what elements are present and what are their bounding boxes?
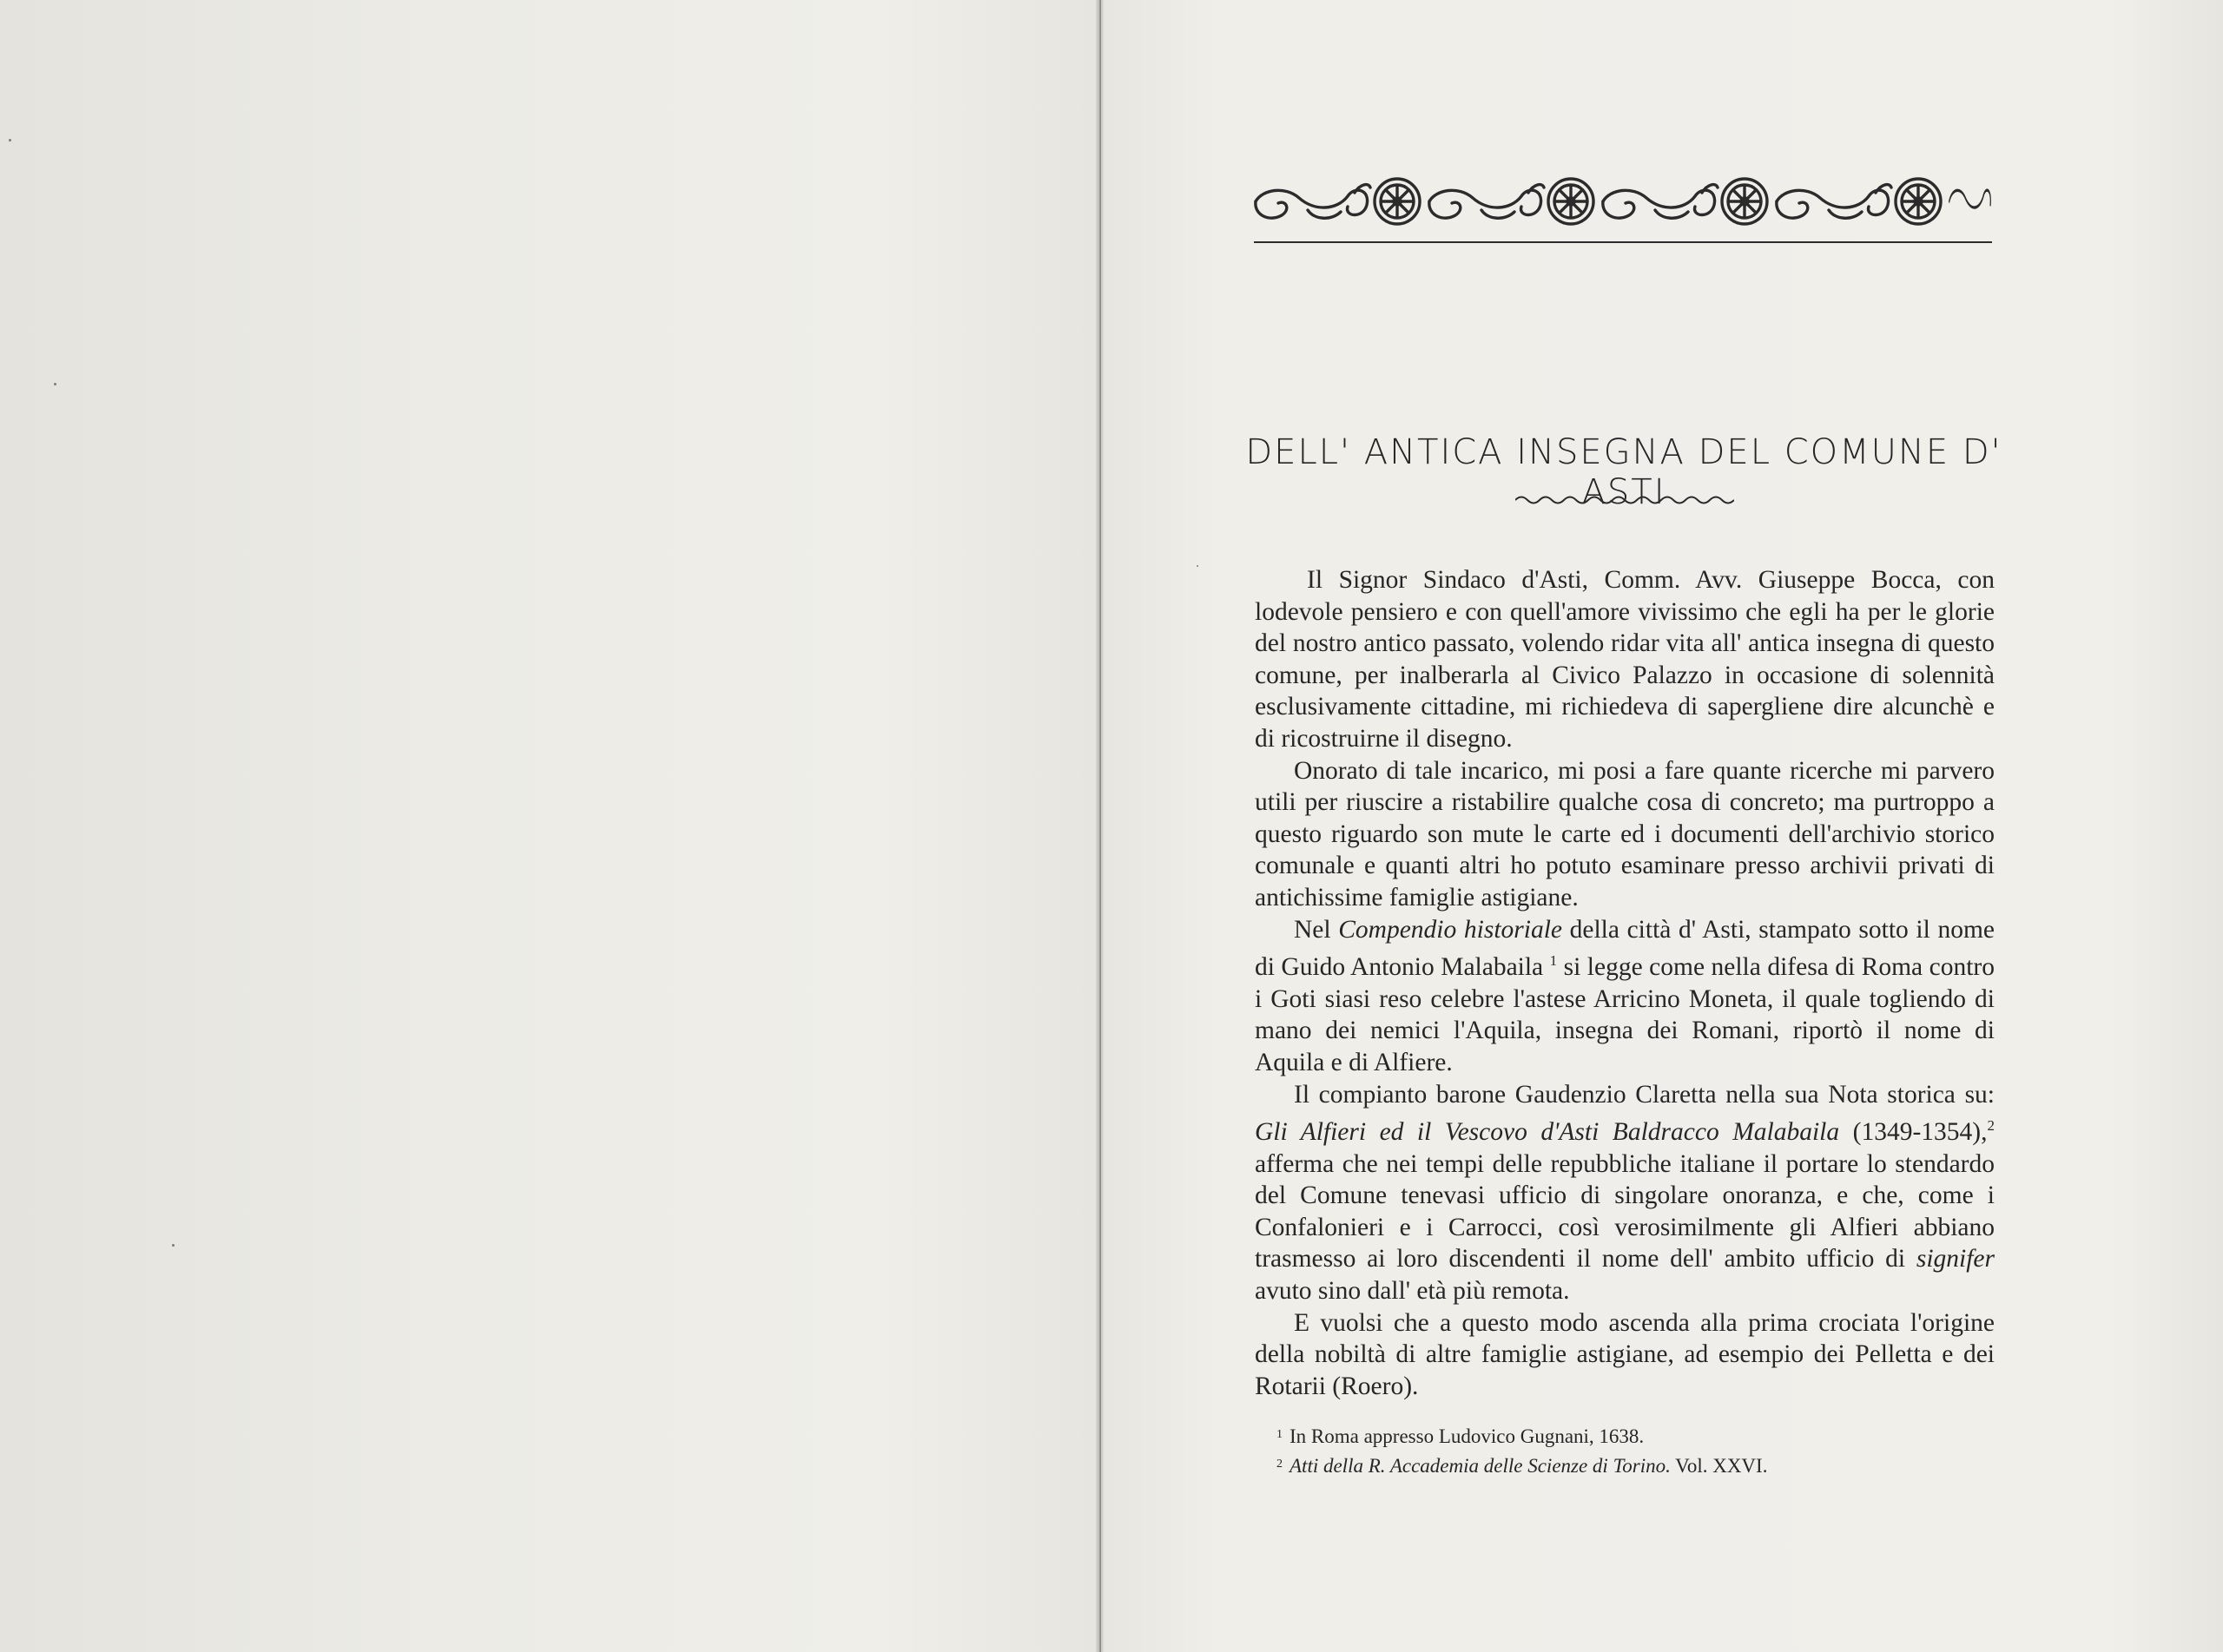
text-run: si legge come nella difesa di Roma contro i Goti siasi reso celebre l'astese Arricino Moneta, il quale togliendo di mano dei nemici l'Aquila, insegna dei Romani, riportò il nome di Aquila e di Alfiere. [1255, 953, 1995, 1076]
paragraph [1255, 1079, 1995, 1307]
paragraph [1255, 564, 1995, 755]
scroll-ornament-icon [1256, 185, 1370, 219]
italic-text: Atti della R. Accademia delle Scienze di Torino. [1290, 1455, 1671, 1477]
text-run: Onorato di tale incarico, mi posi a fare quante ricerche mi parvero utili per riuscire a ristabilire qualche cosa di concreto; ma purtroppo a questo riguardo son mute le carte ed i documenti dell'archivio storico comunale e quanti altri ho potuto esaminare presso archivii privati di antichissime famiglie astigiane. [1255, 756, 1995, 912]
paragraph [1255, 1307, 1995, 1403]
paragraph [1255, 914, 1995, 1079]
paragraph [1255, 755, 1995, 914]
header-rule [1254, 241, 1992, 243]
text-run: Il compianto barone Gaudenzio Claretta nella sua Nota storica su: [1294, 1080, 1995, 1109]
italic-text: Compendio historiale [1338, 915, 1562, 944]
paper-speck [1197, 565, 1198, 567]
text-run: Nel [1294, 915, 1339, 944]
rosette-ornament-icon [1548, 179, 1593, 224]
text-run: E vuolsi che a questo modo ascenda alla prima crociata l'origine della nobiltà di altre famiglie astigiane, ad esempio dei Pelletta e dei Rotarii (Roero). [1255, 1308, 1995, 1400]
footnote [1276, 1451, 1989, 1480]
scroll-ornament-icon [1603, 185, 1718, 219]
footnote-ref: 2 [1987, 1117, 1995, 1135]
footnote-number: 1 [1276, 1428, 1283, 1441]
wavy-line-ornament-icon [1515, 491, 1734, 509]
text-run: In Roma appresso Ludovico Gugnani, 1638. [1290, 1425, 1645, 1447]
footnote-ref: 1 [1549, 952, 1558, 970]
text-run: avuto sino dall' età più remota. [1255, 1277, 1570, 1306]
header-ornament [1254, 172, 1992, 234]
italic-text: Gli Alfieri ed il Vescovo d'Asti Baldracco Malabaila [1255, 1118, 1840, 1147]
footnotes [1276, 1421, 1989, 1480]
footnote-number: 2 [1276, 1458, 1283, 1471]
text-run: Vol. XXVI. [1670, 1455, 1768, 1477]
paper-speck [172, 1244, 175, 1247]
page-title: DELL' ANTICA INSEGNA DEL COMUNE D' ASTI [1245, 432, 2002, 512]
text-run: della città d' Asti, stampato sotto il nome di Guido Antonio Malabaila [1255, 915, 1995, 982]
text-run: Il Signor Sindaco d'Asti, Comm. Avv. Giuseppe Bocca, con lodevole pensiero e con quell'amore vivissimo che egli ha per le glorie del nostro antico passato, volendo ridar vita all' antica insegna di questo comune, per inalberarla al Civico Palazzo in occasione di solennità esclusivamente cittadine, mi richiedeva di sapergliene dire alcunchè e di ricostruirne il disegno. [1255, 566, 1995, 753]
text-run: afferma che nei tempi delle repubbliche italiane il portare lo stendardo del Comune tenevasi ufficio di singolare onoranza, e che, come i Confalonieri e i Carrocci, così verosimilmente gli Alfieri abbiano trasmesso ai loro discendenti il nome dell' ambito ufficio di [1255, 1149, 1995, 1274]
paper-speck [9, 139, 11, 142]
paper-speck [54, 383, 56, 385]
text-run: (1349-1354), [1839, 1118, 1988, 1147]
rosette-ornament-icon [1896, 179, 1941, 224]
footnote [1276, 1421, 1989, 1451]
rosette-ornament-icon [1722, 179, 1767, 224]
book-gutter [1096, 0, 1105, 1652]
scroll-ornament-icon [1777, 185, 1891, 219]
left-page-blank [0, 0, 1098, 1652]
italic-text: signifer [1916, 1245, 1995, 1274]
scroll-ornament-icon [1949, 190, 1991, 207]
scroll-ornament-icon [1429, 185, 1544, 219]
body-text [1255, 564, 1995, 1402]
rosette-ornament-icon [1375, 179, 1420, 224]
